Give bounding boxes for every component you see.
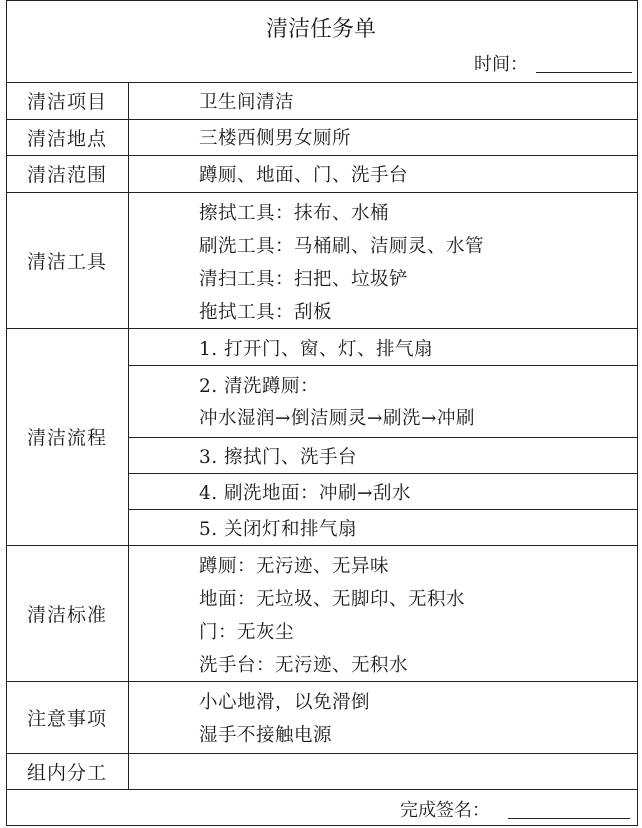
standard-line: 地面：无垃圾、无脚印、无积水: [199, 589, 466, 610]
sign-label: 完成签名：: [400, 800, 490, 821]
process-step: 4. 刷洗地面：冲刷→刮水: [199, 483, 412, 504]
tools-line: 清扫工具：扫把、垃圾铲: [199, 269, 409, 290]
standard-line: 洗手台：无污迹、无积水: [199, 655, 409, 676]
time-label: 时间：: [474, 54, 528, 75]
process-step: 3. 擦拭门、洗手台: [199, 447, 358, 468]
row-divider: [6, 789, 638, 790]
step-divider: [128, 473, 638, 474]
step-divider: [128, 365, 638, 366]
label-process: 清洁流程: [26, 427, 107, 449]
value-item: 卫生间清洁: [199, 92, 295, 113]
label-location: 清洁地点: [26, 127, 107, 150]
standard-line: 蹲厕：无污迹、无异味: [199, 556, 390, 577]
time-blank-line[interactable]: [536, 72, 632, 73]
tools-line: 刷洗工具：马桶刷、洁厕灵、水管: [199, 236, 485, 257]
process-step-detail: 冲水湿润→倒洁厕灵→刷洗→冲刷: [199, 408, 476, 429]
label-tools: 清洁工具: [26, 250, 107, 273]
process-step: 2. 清洗蹲厕：: [199, 376, 320, 397]
signature-blank-line[interactable]: [508, 818, 630, 819]
label-item: 清洁项目: [26, 91, 107, 113]
label-division: 组内分工: [26, 761, 107, 784]
column-divider: [128, 82, 129, 789]
label-scope: 清洁范围: [26, 164, 107, 186]
process-step: 5. 关闭灯和排气扇: [199, 519, 358, 540]
standard-line: 门：无灰尘: [199, 622, 295, 643]
tools-line: 擦拭工具：抹布、水桶: [199, 203, 390, 224]
step-divider: [128, 437, 638, 438]
value-scope: 蹲厕、地面、门、洗手台: [199, 165, 409, 186]
page-title: 清洁任务单: [265, 17, 376, 42]
tools-line: 拖拭工具：刮板: [199, 302, 333, 323]
notes-line: 湿手不接触电源: [199, 725, 333, 746]
label-standard: 清洁标准: [26, 603, 107, 626]
value-location: 三楼西侧男女厕所: [199, 128, 352, 149]
process-step: 1. 打开门、窗、灯、排气扇: [199, 339, 434, 360]
step-divider: [128, 509, 638, 510]
notes-line: 小心地滑，以免滑倒: [199, 692, 371, 713]
label-notes: 注意事项: [26, 707, 107, 730]
